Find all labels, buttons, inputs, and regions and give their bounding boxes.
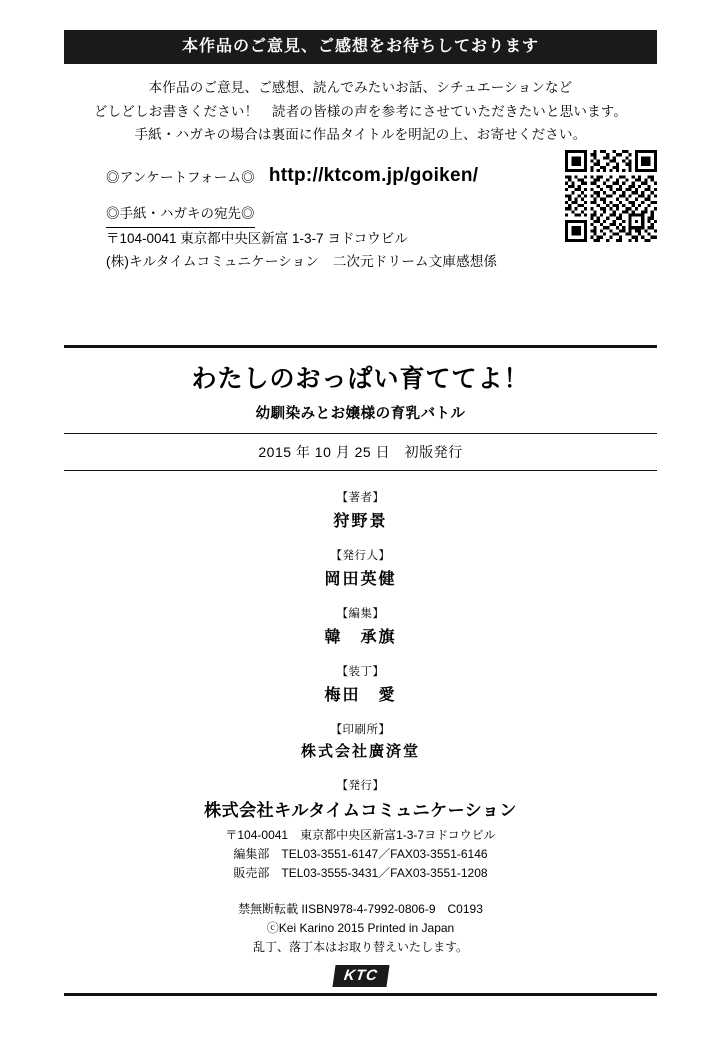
- survey-form-url[interactable]: http://ktcom.jp/goiken/: [268, 165, 479, 187]
- feedback-body-line: 手紙・ハガキの場合は裏面に作品タイトルを明記の上、お寄せください。: [134, 127, 587, 143]
- credit-role: 【装丁】: [336, 666, 385, 678]
- publication-date: 2015 年 10 月 25 日 初版発行: [258, 444, 463, 460]
- credit-entry-author: [64, 489, 657, 531]
- credit-name: 岡田英健: [324, 571, 397, 588]
- credit-role: 【印刷所】: [330, 724, 391, 736]
- qr-code: [565, 150, 657, 242]
- feedback-body-line: 本作品のご意見、ご感想、読んでみたいお話、シチュエーションなど: [148, 80, 573, 96]
- publisher-role: 【発行】: [336, 780, 385, 792]
- credit-name: 狩野景: [333, 513, 388, 530]
- credit-role: 【発行人】: [330, 550, 391, 562]
- feedback-body-line: どしどしお書きください！ 読者の皆様の声を参考にさせていただきたいと思います。: [93, 103, 628, 119]
- company-address-line: (株)キルタイムコミュニケーション 二次元ドリーム文庫感想係: [106, 253, 498, 269]
- colophon-section: [64, 345, 657, 996]
- credit-entry-design: [64, 663, 657, 705]
- credit-entry-publisher: [64, 777, 657, 884]
- feedback-header: 本作品のご意見、ご感想をお待ちしております: [64, 30, 657, 64]
- ktc-logo-text: KTC: [332, 965, 389, 987]
- credit-role: 【著者】: [336, 492, 385, 504]
- book-subtitle: 幼馴染みとお嬢様の育乳バトル: [255, 406, 466, 422]
- credit-entry-publisher-person: [64, 547, 657, 589]
- postal-address-line: 〒104-0041 東京都中央区新富 1-3-7 ヨドコウビル: [106, 231, 408, 246]
- credit-name: 韓 承旗: [324, 629, 397, 646]
- publisher-sales-contact: 販売部 TEL03-3555-3431／FAX03-3551-1208: [233, 866, 488, 881]
- legal-notice: [64, 900, 657, 958]
- defect-notice-line: 乱丁、落丁本はお取り替えいたします。: [252, 939, 469, 954]
- credit-name: 株式会社廣済堂: [300, 743, 420, 760]
- publisher-logo: [64, 965, 657, 987]
- credit-entry-printer: [64, 721, 657, 761]
- credit-name: 梅田 愛: [324, 687, 397, 704]
- book-title: わたしのおっぱい育ててよ！: [191, 365, 530, 393]
- qr-code-image: [565, 150, 657, 242]
- feedback-section: [64, 30, 657, 274]
- credit-role: 【編集】: [336, 608, 385, 620]
- colophon-bottom-rule: [64, 993, 657, 996]
- survey-form-label: ◎アンケートフォーム◎: [106, 170, 255, 186]
- publisher-details: [64, 826, 657, 884]
- credit-entry-editor: [64, 605, 657, 647]
- mail-address-label-text: ◎手紙・ハガキの宛先◎: [106, 203, 255, 228]
- book-title-area: [64, 348, 657, 433]
- credits-list: [64, 471, 657, 884]
- publisher-name: 株式会社キルタイムコミュニケーション: [204, 801, 517, 820]
- publisher-editorial-contact: 編集部 TEL03-3551-6147／FAX03-3551-6146: [233, 847, 488, 862]
- copyright-line: ⓒKei Karino 2015 Printed in Japan: [266, 920, 455, 935]
- publisher-address: 〒104-0041 東京都中央区新富1-3-7ヨドコウビル: [225, 828, 496, 842]
- isbn-line: 禁無断転載 IISBN978-4-7992-0806-9 C0193: [238, 901, 483, 916]
- feedback-body: [64, 76, 657, 147]
